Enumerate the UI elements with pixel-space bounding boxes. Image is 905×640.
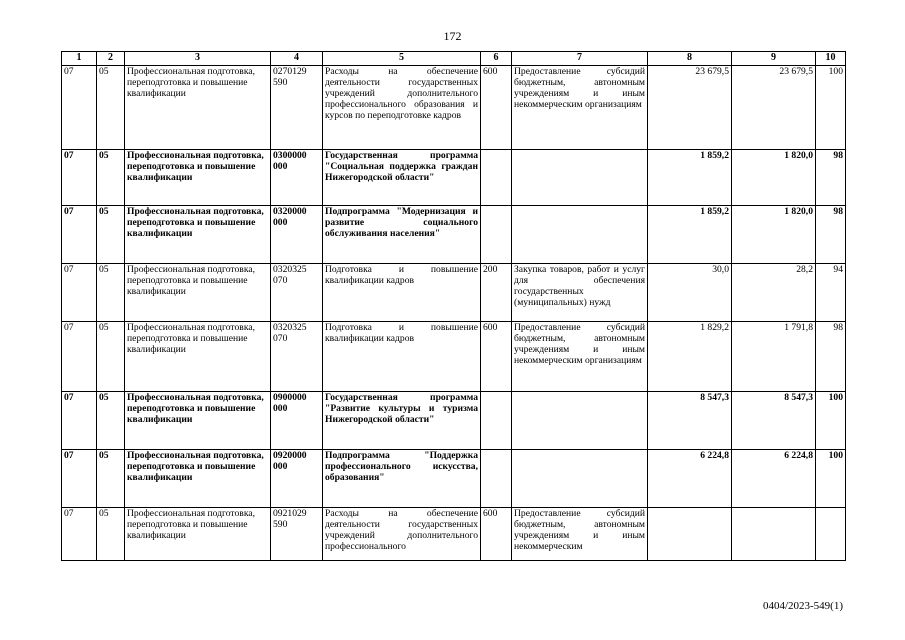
actual-amount: 8 547,3: [732, 392, 816, 450]
subsection-code: 05: [97, 508, 125, 561]
expense-type-code: 600: [481, 508, 512, 561]
target-article: 0320325 070: [271, 322, 323, 392]
expense-type-code: [481, 150, 512, 206]
planned-amount: [648, 508, 732, 561]
subsection-code: 05: [97, 66, 125, 150]
document-code: 0404/2023-549(1): [762, 600, 843, 612]
article-name: Расходы на обеспечение деятельности государственных учреждений дополнительного профессионального образования и курсов по переподготовке кадров: [323, 66, 481, 150]
expense-type-code: 600: [481, 66, 512, 150]
section-code: 07: [62, 150, 97, 206]
expense-type-name: [512, 392, 648, 450]
execution-percent: [816, 508, 846, 561]
actual-amount: 1 791,8: [732, 322, 816, 392]
expense-type-code: 600: [481, 322, 512, 392]
expense-type-name: Предоставление субсидий бюджетным, автономным учреждениям и иным некоммерческим: [512, 508, 648, 561]
actual-amount: 1 820,0: [732, 206, 816, 264]
subsection-code: 05: [97, 150, 125, 206]
col-header-7: 7: [512, 52, 648, 66]
actual-amount: 1 820,0: [732, 150, 816, 206]
execution-percent: 98: [816, 150, 846, 206]
section-name: Профессиональная подготовка, переподготовка и повышение квалификации: [125, 206, 271, 264]
section-name: Профессиональная подготовка, переподготовка и повышение квалификации: [125, 150, 271, 206]
execution-percent: 98: [816, 206, 846, 264]
section-name: Профессиональная подготовка, переподготовка и повышение квалификации: [125, 264, 271, 322]
col-header-5: 5: [323, 52, 481, 66]
table-row: [62, 392, 846, 450]
section-name: Профессиональная подготовка, переподготовка и повышение квалификации: [125, 322, 271, 392]
table-row: [62, 508, 846, 561]
subsection-code: 05: [97, 392, 125, 450]
section-name: Профессиональная подготовка, переподготовка и повышение квалификации: [125, 392, 271, 450]
article-name: Подпрограмма "Модернизация и развитие социального обслуживания населения": [323, 206, 481, 264]
section-name: Профессиональная подготовка, переподготовка и повышение квалификации: [125, 508, 271, 561]
actual-amount: 23 679,5: [732, 66, 816, 150]
execution-percent: 100: [816, 450, 846, 508]
table-row: [62, 150, 846, 206]
target-article: 0320325 070: [271, 264, 323, 322]
section-code: 07: [62, 322, 97, 392]
planned-amount: 6 224,8: [648, 450, 732, 508]
section-code: 07: [62, 450, 97, 508]
planned-amount: 8 547,3: [648, 392, 732, 450]
section-code: 07: [62, 66, 97, 150]
col-header-4: 4: [271, 52, 323, 66]
table-row: [62, 206, 846, 264]
target-article: 0920000 000: [271, 450, 323, 508]
subsection-code: 05: [97, 450, 125, 508]
article-name: Государственная программа "Социальная поддержка граждан Нижегородской области": [323, 150, 481, 206]
execution-percent: 98: [816, 322, 846, 392]
expense-type-name: Предоставление субсидий бюджетным, автономным учреждениям и иным некоммерческим организациям: [512, 66, 648, 150]
section-name: Профессиональная подготовка, переподготовка и повышение квалификации: [125, 66, 271, 150]
actual-amount: 6 224,8: [732, 450, 816, 508]
col-header-8: 8: [648, 52, 732, 66]
table-row: [62, 322, 846, 392]
section-code: 07: [62, 508, 97, 561]
page-number: 172: [443, 29, 462, 43]
expense-type-name: Предоставление субсидий бюджетным, автономным учреждениям и иным некоммерческим организациям: [512, 322, 648, 392]
expense-type-name: [512, 450, 648, 508]
budget-table: [61, 51, 846, 561]
article-name: Подготовка и повышение квалификации кадров: [323, 264, 481, 322]
planned-amount: 1 859,2: [648, 206, 732, 264]
table-row: [62, 66, 846, 150]
article-name: Подпрограмма "Поддержка профессионального искусства, образования": [323, 450, 481, 508]
planned-amount: 23 679,5: [648, 66, 732, 150]
article-name: Расходы на обеспечение деятельности государственных учреждений дополнительного профессионального: [323, 508, 481, 561]
header-row: [62, 52, 846, 66]
table-row: [62, 264, 846, 322]
expense-type-code: [481, 392, 512, 450]
expense-type-code: [481, 450, 512, 508]
actual-amount: 28,2: [732, 264, 816, 322]
col-header-9: 9: [732, 52, 816, 66]
target-article: 0921029 590: [271, 508, 323, 561]
col-header-2: 2: [97, 52, 125, 66]
article-name: Государственная программа "Развитие культуры и туризма Нижегородской области": [323, 392, 481, 450]
expense-type-name: Закупка товаров, работ и услуг для обеспечения государственных (муниципальных) нужд: [512, 264, 648, 322]
planned-amount: 30,0: [648, 264, 732, 322]
col-header-6: 6: [481, 52, 512, 66]
actual-amount: [732, 508, 816, 561]
target-article: 0300000 000: [271, 150, 323, 206]
planned-amount: 1 829,2: [648, 322, 732, 392]
expense-type-name: [512, 150, 648, 206]
section-code: 07: [62, 392, 97, 450]
article-name: Подготовка и повышение квалификации кадров: [323, 322, 481, 392]
subsection-code: 05: [97, 206, 125, 264]
section-code: 07: [62, 264, 97, 322]
expense-type-code: 200: [481, 264, 512, 322]
subsection-code: 05: [97, 264, 125, 322]
col-header-1: 1: [62, 52, 97, 66]
subsection-code: 05: [97, 322, 125, 392]
expense-type-name: [512, 206, 648, 264]
target-article: 0900000 000: [271, 392, 323, 450]
target-article: 0270129 590: [271, 66, 323, 150]
table-row: [62, 450, 846, 508]
target-article: 0320000 000: [271, 206, 323, 264]
execution-percent: 94: [816, 264, 846, 322]
col-header-10: 10: [816, 52, 846, 66]
expense-type-code: [481, 206, 512, 264]
execution-percent: 100: [816, 392, 846, 450]
col-header-3: 3: [125, 52, 271, 66]
execution-percent: 100: [816, 66, 846, 150]
section-code: 07: [62, 206, 97, 264]
section-name: Профессиональная подготовка, переподготовка и повышение квалификации: [125, 450, 271, 508]
planned-amount: 1 859,2: [648, 150, 732, 206]
